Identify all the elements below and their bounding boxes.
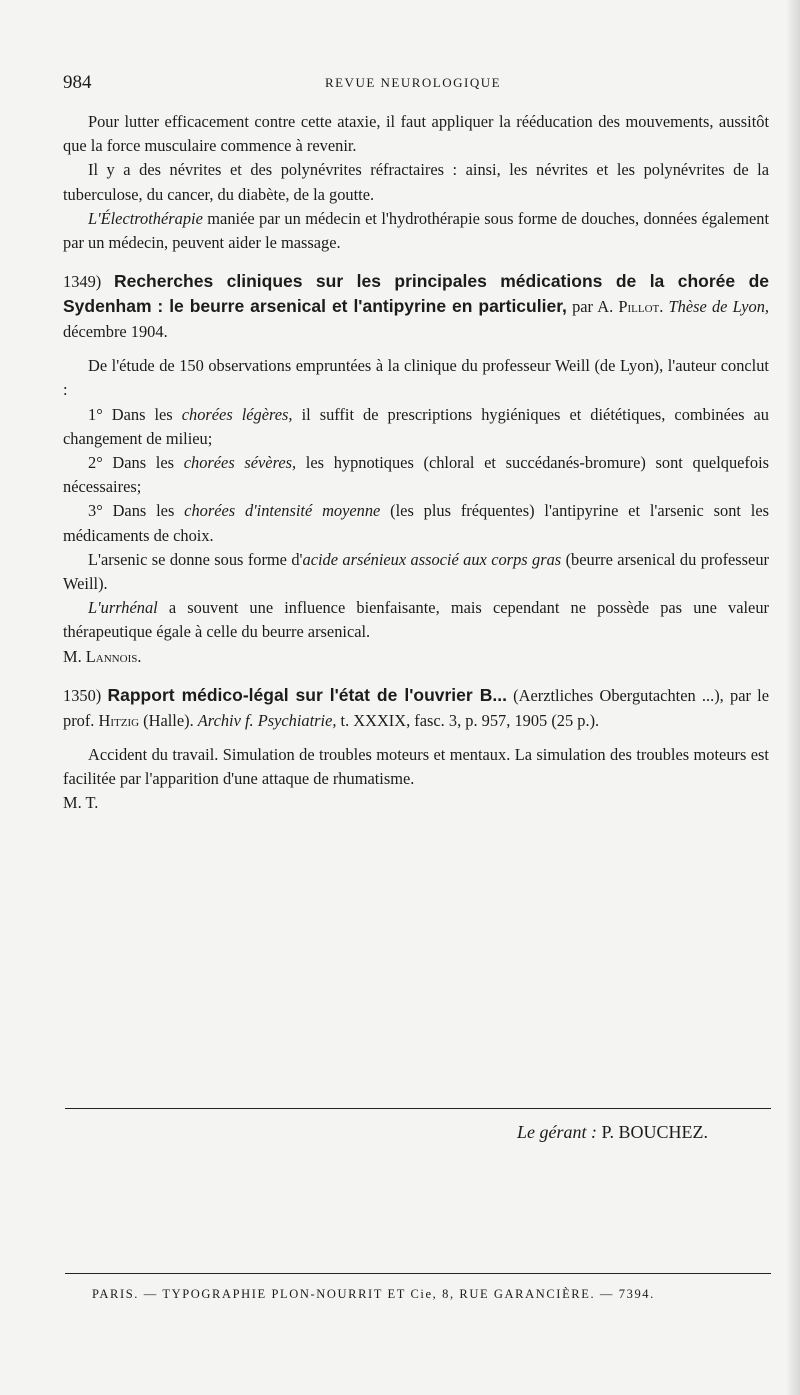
item-2-pre: 2° Dans les	[88, 453, 184, 473]
article-1350-title: Rapport médico-légal sur l'état de l'ouvrier B...	[107, 684, 507, 705]
intro-paragraph-1: Pour lutter efficacement contre cette ataxie, il faut appliquer la rééducation des mouvements, aussitôt que la force musculaire commence à revenir.	[63, 112, 769, 156]
article-1350-ref: t. XXXIX, fasc. 3, p. 957, 1905 (25 p.).	[336, 710, 600, 730]
article-1350-source: Archiv f. Psychiatrie,	[197, 710, 337, 730]
article-1349-para-3	[63, 596, 769, 644]
item-2-post: les hypnotiques (chloral et succédanés-bromure) sont quelquefois nécessaires;	[63, 453, 770, 497]
intro-paragraph-3-text: maniée par un médecin et l'hydrothérapie sous forme de douches, données également par un médecin, peuvent aider le massage.	[63, 208, 769, 253]
article-1350-place: (Halle).	[139, 710, 198, 730]
printer-footer: PARIS. — TYPOGRAPHIE PLON-NOURRIT ET Cie, 8, RUE GARANCIÈRE. — 7394.	[92, 1287, 655, 1301]
item-2-italic: chorées sévères,	[183, 453, 297, 473]
item-3-post: (les plus fréquentes) l'antipyrine et l'arsenic sont les médicaments de choix.	[63, 501, 769, 545]
article-1349-item-2	[63, 451, 769, 499]
article-1349-sep: .	[659, 297, 669, 317]
para-2-pre: L'arsenic se donne sous forme d'	[88, 549, 303, 569]
gerant-line	[517, 1122, 708, 1143]
para-3-post: a souvent une influence bienfaisante, mais cependant ne possède pas une valeur thérapeutique égale à celle du beurre arsenical.	[63, 598, 769, 642]
article-1350-signature: M. T.	[63, 793, 99, 813]
gerant-name: P. BOUCHEZ.	[596, 1122, 708, 1142]
article-1349-by: par A.	[566, 297, 619, 317]
item-3-italic: chorées d'intensité moyenne	[184, 501, 381, 521]
page-header	[63, 72, 763, 94]
article-1349-heading	[63, 269, 769, 344]
item-1-pre: 1° Dans les	[88, 404, 182, 424]
signature-name: Lannois.	[85, 646, 142, 666]
article-1350-heading	[63, 683, 769, 733]
article-1349-item-3	[63, 499, 769, 547]
page-body	[63, 110, 769, 815]
article-1349-date: décembre 1904.	[63, 322, 168, 342]
article-1349-para-1: De l'étude de 150 observations empruntées à la clinique du professeur Weill (de Lyon), l'auteur conclut :	[63, 356, 769, 400]
article-1349-number: 1349)	[63, 272, 102, 292]
item-3-pre: 3° Dans les	[88, 501, 185, 521]
article-1350-author: Hitzig	[98, 710, 140, 730]
article-1349-author: Pillot	[618, 297, 660, 317]
footer-rule	[65, 1273, 771, 1274]
para-2-post: (beurre arsenical du professeur Weill).	[63, 549, 769, 594]
article-1349-source: Thèse de Lyon,	[668, 297, 769, 317]
intro-paragraph-2: Il y a des névrites et des polynévrites réfractaires : ainsi, les névrites et les polynévrites de la tuberculose, du cancer, du diabète, de la goutte.	[63, 160, 769, 204]
item-1-italic: chorées légères,	[181, 404, 293, 424]
para-2-italic: acide arsénieux associé aux corps gras	[302, 549, 562, 569]
page-edge-shadow	[786, 0, 800, 1395]
gerant-rule	[65, 1108, 771, 1109]
article-1349-signature	[63, 645, 769, 669]
electrotherapie-italic: L'Électrothérapie	[88, 208, 203, 228]
article-1349-title: Recherches cliniques sur les principales médications de la chorée de Sydenham : le beurre arsenical et l'antipyrine en particulier,	[63, 271, 769, 317]
signature-prefix: M.	[63, 646, 86, 666]
article-1349-item-1	[63, 403, 769, 451]
article-1350-number: 1350)	[63, 685, 102, 705]
article-1349-para-2	[63, 548, 769, 596]
page-number: 984	[63, 72, 92, 93]
journal-title: REVUE NEUROLOGIQUE	[324, 75, 502, 90]
gerant-label: Le gérant :	[516, 1122, 597, 1142]
intro-paragraph-3	[63, 207, 769, 255]
article-1350-para: Accident du travail. Simulation de troubles moteurs et mentaux. La simulation des troubles moteurs est facilitée par l'apparition d'une attaque de rhumatisme.	[63, 744, 769, 789]
para-3-italic: L'urrhénal	[88, 598, 158, 618]
item-1-post: il suffit de prescriptions hygiéniques et diététiques, combinées au changement de milieu;	[63, 404, 770, 448]
article-1350-paren: (Aerztliches Obergutachten ...), par le prof.	[63, 685, 769, 730]
